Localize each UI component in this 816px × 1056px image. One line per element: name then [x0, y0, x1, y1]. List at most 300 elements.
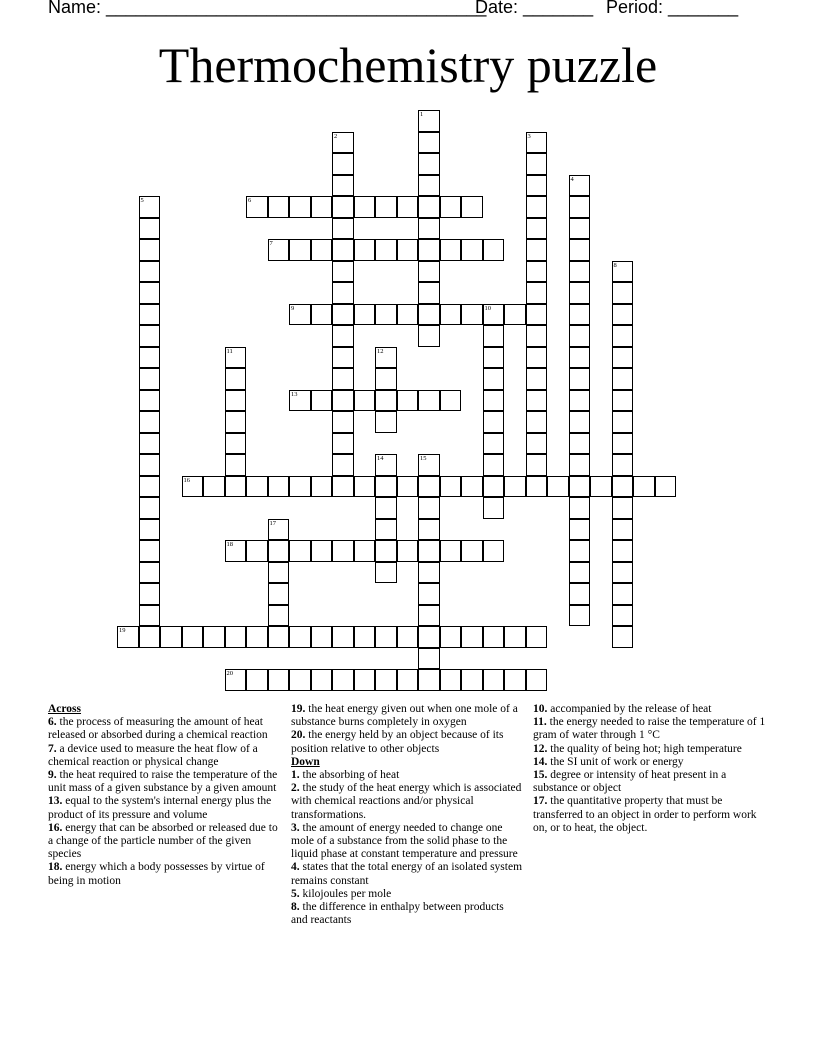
- clue-number-label: 16.: [48, 821, 63, 834]
- clue-number: 14: [377, 455, 384, 462]
- clue-text: the energy needed to raise the temperature of 1 gram of water through 1 °C: [533, 716, 766, 742]
- clue-number: 20: [226, 670, 233, 677]
- crossword-cell[interactable]: [311, 476, 333, 498]
- clue: [48, 743, 284, 769]
- crossword-cell[interactable]: [526, 433, 548, 455]
- clue-number-label: 10.: [533, 703, 548, 715]
- crossword-cell[interactable]: [569, 562, 591, 584]
- crossword-cell[interactable]: [526, 325, 548, 347]
- crossword-cell[interactable]: [332, 304, 354, 326]
- crossword-cell[interactable]: [375, 390, 397, 412]
- crossword-cell[interactable]: [139, 261, 161, 283]
- crossword-cell[interactable]: [397, 669, 419, 691]
- crossword-cell[interactable]: [526, 218, 548, 240]
- crossword-cell[interactable]: [354, 196, 376, 218]
- clue-text: the quality of being hot; high temperature: [547, 742, 742, 755]
- crossword-cell[interactable]: [526, 153, 548, 175]
- crossword-cell[interactable]: [418, 626, 440, 648]
- crossword-cell[interactable]: [483, 411, 505, 433]
- crossword-cell[interactable]: [440, 304, 462, 326]
- crossword-cell[interactable]: [569, 347, 591, 369]
- crossword-cell[interactable]: [569, 218, 591, 240]
- crossword-cell[interactable]: [483, 325, 505, 347]
- crossword-cell[interactable]: [397, 626, 419, 648]
- clue: [291, 861, 523, 887]
- crossword-cell[interactable]: [375, 239, 397, 261]
- clue-number-label: 7.: [48, 742, 57, 755]
- crossword-cell[interactable]: [225, 454, 247, 476]
- crossword-cell[interactable]: [117, 626, 139, 648]
- crossword-cell[interactable]: [612, 304, 634, 326]
- crossword-cell[interactable]: [139, 196, 161, 218]
- crossword-cell[interactable]: [526, 175, 548, 197]
- crossword-cell[interactable]: [569, 476, 591, 498]
- crossword-cell[interactable]: [483, 433, 505, 455]
- crossword-cell[interactable]: [332, 261, 354, 283]
- crossword-cell[interactable]: [418, 261, 440, 283]
- crossword-cell[interactable]: [526, 347, 548, 369]
- clue: [533, 743, 769, 756]
- crossword-cell[interactable]: [225, 411, 247, 433]
- crossword-cell[interactable]: [354, 476, 376, 498]
- crossword-cell[interactable]: [526, 304, 548, 326]
- down-clue-list-cont: [533, 703, 769, 835]
- crossword-cell[interactable]: [526, 454, 548, 476]
- crossword-cell[interactable]: [139, 282, 161, 304]
- crossword-cell[interactable]: [483, 669, 505, 691]
- crossword-cell[interactable]: [203, 626, 225, 648]
- crossword-cell[interactable]: [332, 626, 354, 648]
- clue-number-label: 1.: [291, 769, 300, 782]
- crossword-cell[interactable]: [311, 390, 333, 412]
- crossword-cell[interactable]: [440, 626, 462, 648]
- crossword-cell[interactable]: [289, 239, 311, 261]
- crossword-cell[interactable]: [483, 497, 505, 519]
- crossword-cell[interactable]: [569, 583, 591, 605]
- clue-number-label: 8.: [291, 901, 300, 914]
- crossword-cell[interactable]: [483, 454, 505, 476]
- crossword-cell[interactable]: [375, 411, 397, 433]
- crossword-cell[interactable]: [246, 196, 268, 218]
- crossword-cell[interactable]: [461, 476, 483, 498]
- crossword-cell[interactable]: [483, 368, 505, 390]
- crossword-cell[interactable]: [526, 239, 548, 261]
- crossword-cell[interactable]: [612, 476, 634, 498]
- crossword-cell[interactable]: [418, 583, 440, 605]
- crossword-cell[interactable]: [418, 476, 440, 498]
- crossword-cell[interactable]: [418, 390, 440, 412]
- crossword-cell[interactable]: [332, 476, 354, 498]
- crossword-cell[interactable]: [268, 605, 290, 627]
- crossword-cell[interactable]: [440, 196, 462, 218]
- crossword-cell[interactable]: [569, 368, 591, 390]
- clue: [48, 769, 284, 795]
- crossword-cell[interactable]: [332, 196, 354, 218]
- period-field[interactable]: Period: _______: [606, 0, 739, 17]
- clue-text: the quantitative property that must be transferred to an object in order to perform work on, or to heat, the object.: [533, 795, 757, 834]
- crossword-cell[interactable]: [332, 433, 354, 455]
- crossword-cell[interactable]: [375, 669, 397, 691]
- clue-number-label: 19.: [291, 703, 306, 715]
- crossword-cell[interactable]: [461, 239, 483, 261]
- crossword-cell[interactable]: [160, 626, 182, 648]
- crossword-cell[interactable]: [225, 390, 247, 412]
- crossword-cell[interactable]: [418, 304, 440, 326]
- crossword-cell[interactable]: [461, 540, 483, 562]
- clue-text: the SI unit of work or energy: [547, 755, 684, 768]
- crossword-cell[interactable]: [526, 132, 548, 154]
- crossword-cell[interactable]: [612, 583, 634, 605]
- clue-number: 17: [269, 519, 276, 527]
- clue-number: 12: [377, 347, 384, 355]
- crossword-cell[interactable]: [332, 175, 354, 197]
- crossword-cell[interactable]: [418, 153, 440, 175]
- crossword-cell[interactable]: [354, 626, 376, 648]
- crossword-cell[interactable]: [289, 669, 311, 691]
- crossword-cell[interactable]: [354, 390, 376, 412]
- crossword-cell[interactable]: [440, 476, 462, 498]
- crossword-cell[interactable]: [354, 304, 376, 326]
- crossword-cell[interactable]: [440, 239, 462, 261]
- crossword-cell[interactable]: [139, 605, 161, 627]
- crossword-cell[interactable]: [375, 519, 397, 541]
- crossword-cell[interactable]: [504, 626, 526, 648]
- crossword-cell[interactable]: [418, 519, 440, 541]
- crossword-cell[interactable]: [246, 669, 268, 691]
- clue-number-label: 18.: [48, 861, 63, 874]
- crossword-cell[interactable]: [440, 669, 462, 691]
- crossword-cell[interactable]: [203, 476, 225, 498]
- crossword-cell[interactable]: [440, 540, 462, 562]
- crossword-cell[interactable]: [311, 239, 333, 261]
- crossword-cell[interactable]: [375, 497, 397, 519]
- crossword-cell[interactable]: [418, 648, 440, 670]
- clue-number: 6: [248, 197, 252, 204]
- crossword-cell[interactable]: [526, 476, 548, 498]
- crossword-cell[interactable]: [612, 282, 634, 304]
- crossword-cell[interactable]: [526, 626, 548, 648]
- crossword-cell[interactable]: [418, 282, 440, 304]
- clue-number: 16: [183, 476, 190, 484]
- crossword-cell[interactable]: [354, 669, 376, 691]
- crossword-cell[interactable]: [440, 390, 462, 412]
- crossword-cell[interactable]: [397, 390, 419, 412]
- crossword-cell[interactable]: [418, 132, 440, 154]
- crossword-cell[interactable]: [526, 282, 548, 304]
- crossword-cell[interactable]: [397, 540, 419, 562]
- clue-text: the energy held by an object because of its position relative to other objects: [291, 729, 504, 755]
- crossword-cell[interactable]: [332, 347, 354, 369]
- crossword-cell[interactable]: [311, 196, 333, 218]
- crossword-cell[interactable]: [268, 519, 290, 541]
- crossword-cell[interactable]: [225, 347, 247, 369]
- crossword-cell[interactable]: [139, 583, 161, 605]
- clue-text: the absorbing of heat: [299, 769, 400, 782]
- crossword-cell[interactable]: [268, 476, 290, 498]
- crossword-cell[interactable]: [483, 626, 505, 648]
- crossword-cell[interactable]: [612, 325, 634, 347]
- crossword-cell[interactable]: [526, 669, 548, 691]
- crossword-cell[interactable]: [612, 454, 634, 476]
- crossword-cell[interactable]: [139, 519, 161, 541]
- crossword-cell[interactable]: [569, 454, 591, 476]
- crossword-cell[interactable]: [397, 304, 419, 326]
- clue: [291, 888, 523, 901]
- crossword-cell[interactable]: [268, 583, 290, 605]
- crossword-cell[interactable]: [289, 626, 311, 648]
- crossword-cell[interactable]: [139, 433, 161, 455]
- crossword-cell[interactable]: [332, 368, 354, 390]
- crossword-cell[interactable]: [332, 132, 354, 154]
- crossword-cell[interactable]: [418, 669, 440, 691]
- crossword-cell[interactable]: [418, 110, 440, 132]
- crossword-cell[interactable]: [225, 476, 247, 498]
- clue-text: the study of the heat energy which is associated with chemical reactions and/or physical transformations.: [291, 782, 522, 821]
- clues-column-3: [533, 703, 769, 835]
- crossword-cell[interactable]: [483, 239, 505, 261]
- crossword-cell[interactable]: [569, 175, 591, 197]
- across-clue-list: [48, 716, 284, 888]
- crossword-cell[interactable]: [526, 261, 548, 283]
- clue: [291, 729, 523, 755]
- clue-number-label: 12.: [533, 742, 548, 755]
- crossword-cell[interactable]: [569, 282, 591, 304]
- clue-text: degree or intensity of heat present in a substance or object: [533, 769, 727, 795]
- date-field[interactable]: Date: _______: [475, 0, 594, 17]
- clue: [533, 756, 769, 769]
- crossword-cell[interactable]: [483, 304, 505, 326]
- crossword-cell[interactable]: [268, 626, 290, 648]
- crossword-cell[interactable]: [311, 669, 333, 691]
- crossword-cell[interactable]: [375, 454, 397, 476]
- crossword-cell[interactable]: [526, 196, 548, 218]
- clue-number-label: 9.: [48, 769, 57, 782]
- crossword-cell[interactable]: [590, 476, 612, 498]
- crossword-cell[interactable]: [246, 540, 268, 562]
- crossword-cell[interactable]: [612, 411, 634, 433]
- clue-number-label: 2.: [291, 782, 300, 795]
- crossword-cell[interactable]: [526, 411, 548, 433]
- crossword-cell[interactable]: [612, 562, 634, 584]
- crossword-cell[interactable]: [483, 476, 505, 498]
- crossword-cell[interactable]: [289, 304, 311, 326]
- crossword-cell[interactable]: [332, 239, 354, 261]
- crossword-cell[interactable]: [268, 196, 290, 218]
- crossword-cell[interactable]: [569, 196, 591, 218]
- crossword-cell[interactable]: [633, 476, 655, 498]
- crossword-cell[interactable]: [655, 476, 677, 498]
- crossword-cell[interactable]: [332, 153, 354, 175]
- crossword-cell[interactable]: [268, 562, 290, 584]
- crossword-cell[interactable]: [311, 626, 333, 648]
- crossword-cell[interactable]: [332, 282, 354, 304]
- clue-number: 10: [484, 304, 491, 312]
- crossword-cell[interactable]: [612, 519, 634, 541]
- clue-text: equal to the system's internal energy plus the product of its pressure and volume: [48, 795, 272, 821]
- crossword-cell[interactable]: [612, 497, 634, 519]
- crossword-cell[interactable]: [569, 497, 591, 519]
- crossword-cell[interactable]: [139, 390, 161, 412]
- crossword-cell[interactable]: [569, 390, 591, 412]
- clue-number: 1: [420, 111, 424, 118]
- crossword-cell[interactable]: [547, 476, 569, 498]
- crossword-cell[interactable]: [375, 562, 397, 584]
- crossword-cell[interactable]: [397, 476, 419, 498]
- crossword-cell[interactable]: [332, 411, 354, 433]
- crossword-cell[interactable]: [311, 540, 333, 562]
- crossword-cell[interactable]: [375, 626, 397, 648]
- crossword-cell[interactable]: [612, 605, 634, 627]
- crossword-cell[interactable]: [612, 540, 634, 562]
- crossword-cell[interactable]: [332, 325, 354, 347]
- crossword-cell[interactable]: [418, 218, 440, 240]
- crossword-cell[interactable]: [375, 368, 397, 390]
- crossword-cell[interactable]: [569, 540, 591, 562]
- crossword-cell[interactable]: [461, 626, 483, 648]
- crossword-cell[interactable]: [225, 540, 247, 562]
- crossword-cell[interactable]: [569, 239, 591, 261]
- crossword-cell[interactable]: [397, 239, 419, 261]
- crossword-cell[interactable]: [289, 196, 311, 218]
- clue-number: 3: [527, 132, 531, 140]
- crossword-cell[interactable]: [139, 454, 161, 476]
- crossword-cell[interactable]: [375, 347, 397, 369]
- crossword-cell[interactable]: [139, 304, 161, 326]
- crossword-cell[interactable]: [225, 368, 247, 390]
- crossword-cell[interactable]: [182, 626, 204, 648]
- crossword-cell[interactable]: [418, 540, 440, 562]
- crossword-cell[interactable]: [139, 497, 161, 519]
- crossword-cell[interactable]: [569, 605, 591, 627]
- clue-text: kilojoules per mole: [299, 887, 392, 900]
- crossword-cell[interactable]: [332, 540, 354, 562]
- crossword-cell[interactable]: [139, 476, 161, 498]
- crossword-cell[interactable]: [311, 304, 333, 326]
- crossword-cell[interactable]: [225, 669, 247, 691]
- crossword-cell[interactable]: [225, 626, 247, 648]
- crossword-cell[interactable]: [418, 325, 440, 347]
- crossword-cell[interactable]: [289, 540, 311, 562]
- crossword-cell[interactable]: [332, 669, 354, 691]
- crossword-cell[interactable]: [569, 433, 591, 455]
- crossword-cell[interactable]: [526, 368, 548, 390]
- page-title: Thermochemistry puzzle: [158, 37, 658, 93]
- down-heading: Down: [291, 755, 320, 768]
- crossword-cell[interactable]: [526, 390, 548, 412]
- clue: [291, 822, 523, 862]
- crossword-cell[interactable]: [139, 540, 161, 562]
- crossword-cell[interactable]: [418, 196, 440, 218]
- crossword-cell[interactable]: [569, 261, 591, 283]
- crossword-cell[interactable]: [375, 196, 397, 218]
- crossword-cell[interactable]: [483, 540, 505, 562]
- crossword-cell[interactable]: [289, 390, 311, 412]
- crossword-cell[interactable]: [461, 196, 483, 218]
- crossword-cell[interactable]: [504, 476, 526, 498]
- crossword-cell[interactable]: [612, 261, 634, 283]
- crossword-cell[interactable]: [354, 540, 376, 562]
- clue-text: the heat required to raise the temperature of the unit mass of a given substance by a given amount: [48, 769, 278, 795]
- crossword-cell[interactable]: [289, 476, 311, 498]
- clue: [48, 861, 284, 887]
- crossword-cell[interactable]: [225, 433, 247, 455]
- crossword-cell[interactable]: [332, 454, 354, 476]
- across-clue-list-cont: [291, 703, 523, 756]
- clue-text: energy that can be absorbed or released due to a change of the particle number of the given species: [48, 821, 278, 861]
- crossword-cell[interactable]: [569, 325, 591, 347]
- crossword-cell[interactable]: [375, 540, 397, 562]
- crossword-cell[interactable]: [182, 476, 204, 498]
- crossword-cell[interactable]: [246, 476, 268, 498]
- crossword-cell[interactable]: [139, 239, 161, 261]
- crossword-cell[interactable]: [418, 605, 440, 627]
- clue: [291, 901, 523, 927]
- crossword-cell[interactable]: [504, 304, 526, 326]
- crossword-cell[interactable]: [268, 239, 290, 261]
- clue-number-label: 5.: [291, 887, 300, 900]
- clue-number-label: 3.: [291, 821, 300, 834]
- crossword-cell[interactable]: [268, 540, 290, 562]
- crossword-cell[interactable]: [612, 433, 634, 455]
- clue: [48, 822, 284, 862]
- down-clue-list: [291, 769, 523, 927]
- crossword-cell[interactable]: [483, 390, 505, 412]
- crossword-cell[interactable]: [139, 218, 161, 240]
- clue-number: 19: [119, 627, 126, 634]
- crossword-cell[interactable]: [612, 626, 634, 648]
- clue: [533, 795, 769, 835]
- crossword-cell[interactable]: [612, 368, 634, 390]
- crossword-cell[interactable]: [569, 411, 591, 433]
- crossword-cell[interactable]: [483, 347, 505, 369]
- crossword-cell[interactable]: [139, 368, 161, 390]
- across-heading: Across: [48, 703, 82, 715]
- clues-column-1: [48, 703, 284, 888]
- name-field[interactable]: Name: ______________________________________: [48, 0, 487, 17]
- crossword-cell[interactable]: [418, 562, 440, 584]
- crossword-cell[interactable]: [569, 304, 591, 326]
- crossword-cell[interactable]: [139, 411, 161, 433]
- crossword-cell[interactable]: [268, 669, 290, 691]
- clue: [291, 782, 523, 822]
- crossword-cell[interactable]: [418, 239, 440, 261]
- crossword-cell[interactable]: [569, 519, 591, 541]
- crossword-cell[interactable]: [418, 454, 440, 476]
- clue-number-label: 6.: [48, 716, 57, 729]
- crossword-cell[interactable]: [139, 626, 161, 648]
- crossword-cell[interactable]: [418, 175, 440, 197]
- crossword-cell[interactable]: [612, 390, 634, 412]
- crossword-cell[interactable]: [612, 347, 634, 369]
- clue-number: 5: [140, 197, 144, 204]
- crossword-cell[interactable]: [375, 476, 397, 498]
- crossword-cell[interactable]: [461, 669, 483, 691]
- crossword-cell[interactable]: [139, 347, 161, 369]
- crossword-cell[interactable]: [332, 218, 354, 240]
- clue: [48, 716, 284, 742]
- crossword-cell[interactable]: [418, 497, 440, 519]
- crossword-cell[interactable]: [397, 196, 419, 218]
- crossword-cell[interactable]: [354, 239, 376, 261]
- crossword-cell[interactable]: [246, 626, 268, 648]
- clue-number: 2: [334, 132, 338, 140]
- crossword-cell[interactable]: [504, 669, 526, 691]
- crossword-cell[interactable]: [139, 325, 161, 347]
- crossword-cell[interactable]: [461, 304, 483, 326]
- crossword-cell[interactable]: [332, 390, 354, 412]
- crossword-cell[interactable]: [139, 562, 161, 584]
- crossword-cell[interactable]: [375, 304, 397, 326]
